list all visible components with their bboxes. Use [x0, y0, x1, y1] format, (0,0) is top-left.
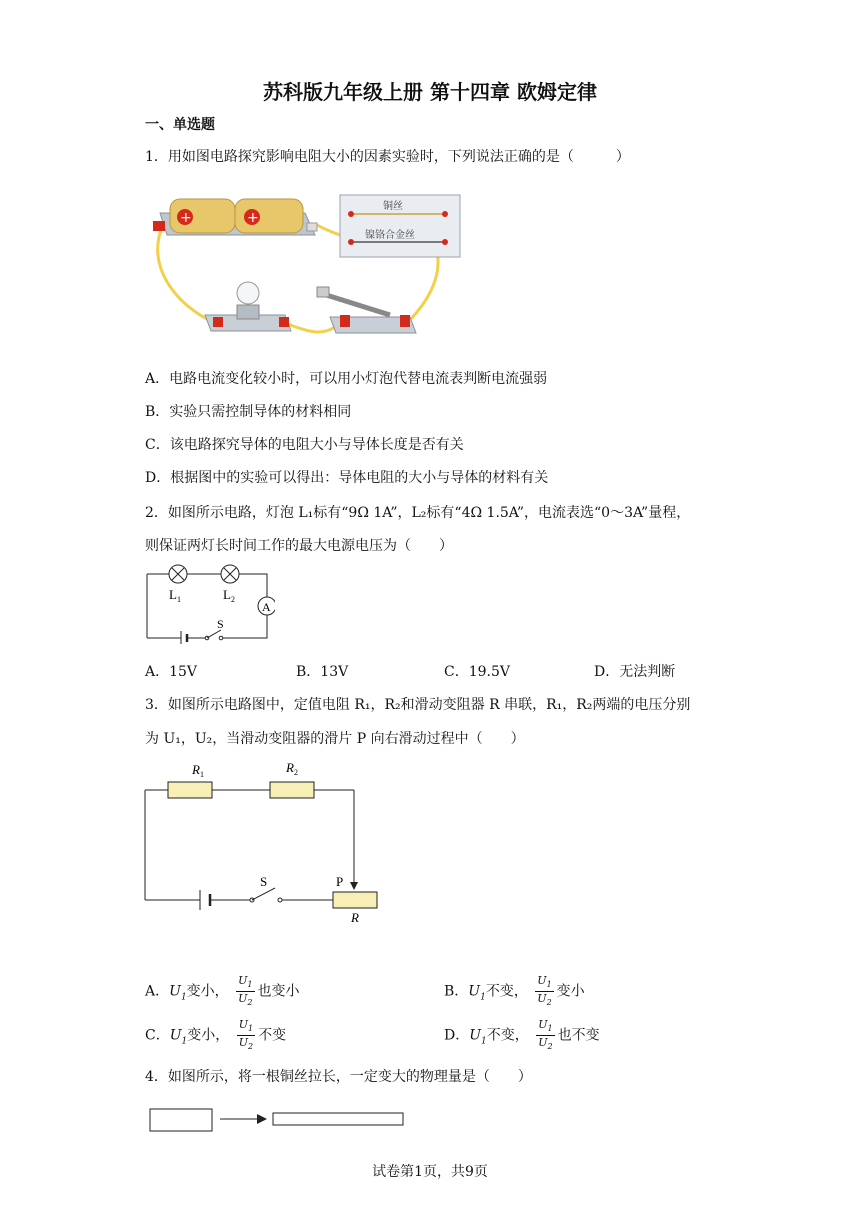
slider-label: P: [336, 874, 344, 889]
q1-stem: 1．用如图电路探究影响电阻大小的因素实验时，下列说法正确的是（ ）: [145, 149, 630, 165]
page-footer: 试卷第1页，共9页: [372, 1164, 488, 1180]
copper-wire-label: 铜丝: [383, 201, 403, 212]
q4-stem: 4．如图所示，将一根铜丝拉长，一定变大的物理量是（ ）: [145, 1069, 532, 1085]
switch-label: S: [217, 617, 224, 631]
wire: [158, 225, 215, 323]
svg-text:R1: $R_1$: [192, 762, 204, 779]
switch-lever: [320, 293, 390, 315]
q2-stem-line2: 则保证两灯长时间工作的最大电源电压为（ ）: [145, 538, 453, 554]
page-title: 苏科版九年级上册 第十四章 欧姆定律: [263, 80, 597, 104]
terminal-icon: [340, 315, 350, 327]
switch-icon: [207, 630, 221, 638]
terminal-icon: [213, 317, 223, 327]
svg-text:R2: $R_2$: [286, 760, 298, 777]
terminal-icon: [400, 315, 410, 327]
q3-option-c[interactable]: C．$U_1$变小， $\frac{U_1}{U_2}$ 不变: [145, 1018, 287, 1052]
q1-option-d[interactable]: D．根据图中的实验可以得出：导体电阻的大小与导体的材料有关: [145, 470, 549, 486]
q2-option-c[interactable]: C．19.5V: [444, 664, 510, 680]
ammeter-label: A: [262, 600, 271, 614]
q2-option-b[interactable]: B．13V: [296, 664, 349, 680]
svg-text:L1: $L_1$: [169, 587, 181, 604]
q1-option-c[interactable]: C．该电路探究导体的电阻大小与导体长度是否有关: [145, 437, 464, 453]
long-wire-icon: [273, 1113, 403, 1125]
q3-stem-line2: 为 U₁，U₂，当滑动变阻器的滑片 P 向右滑动过程中（ ）: [145, 731, 525, 747]
q3-option-d[interactable]: D．$U_1$不变， $\frac{U_1}{U_2}$ 也不变: [444, 1018, 600, 1052]
svg-text:+: +: [180, 210, 192, 226]
fraction: $\frac{U_1}{U_2}$: [238, 974, 253, 1008]
switch-label: S: [260, 874, 268, 889]
q4-wire-figure: [145, 1105, 410, 1137]
terminal-icon: [307, 223, 317, 231]
short-wire-icon: [150, 1109, 212, 1131]
fraction: $\frac{U_1}{U_2}$: [538, 1018, 553, 1052]
section-heading: 一、单选题: [145, 117, 215, 133]
resistor-r2-icon: [270, 782, 314, 798]
svg-text:+: +: [247, 210, 259, 226]
q1-option-a[interactable]: A．电路电流变化较小时，可以用小灯泡代替电流表判断电流强弱: [145, 371, 548, 387]
q3-circuit-diagram: [140, 756, 385, 926]
rheostat-label: R: [351, 910, 359, 925]
terminal-icon: [153, 221, 165, 231]
nichrome-wire-label: 镍铬合金丝: [365, 230, 415, 241]
q2-option-a[interactable]: A．15V: [145, 664, 198, 680]
q3-stem-line1: 3．如图所示电路图中，定值电阻 R₁，R₂和滑动变阻器 R 串联，R₁，R₂两端的电压分别: [145, 697, 691, 713]
terminal-icon: [279, 317, 289, 327]
svg-text:L2: $L_2$: [223, 587, 235, 604]
resistor-r1-icon: [168, 782, 212, 798]
q1-experiment-figure: [145, 185, 465, 345]
q2-option-d[interactable]: D．无法判断: [594, 664, 676, 680]
fraction: $\frac{U_1}{U_2}$: [537, 974, 552, 1008]
rheostat-icon: [333, 892, 377, 908]
bulb-icon: [237, 282, 259, 304]
q3-option-b[interactable]: B．$U_1$不变， $\frac{U_1}{U_2}$ 变小: [444, 974, 585, 1008]
q2-circuit-diagram: [145, 562, 275, 644]
q3-option-a[interactable]: A．$U_1$变小， $\frac{U_1}{U_2}$ 也变小: [145, 974, 300, 1008]
q2-stem-line1: 2．如图所示电路，灯泡 L₁标有“9Ω 1A”，L₂标有“4Ω 1.5A”，电流表选“0～3A”量程，: [145, 505, 691, 521]
fraction: $\frac{U_1}{U_2}$: [238, 1018, 254, 1052]
q1-option-b[interactable]: B．实验只需控制导体的材料相同: [145, 404, 352, 420]
switch-icon: [252, 888, 275, 900]
